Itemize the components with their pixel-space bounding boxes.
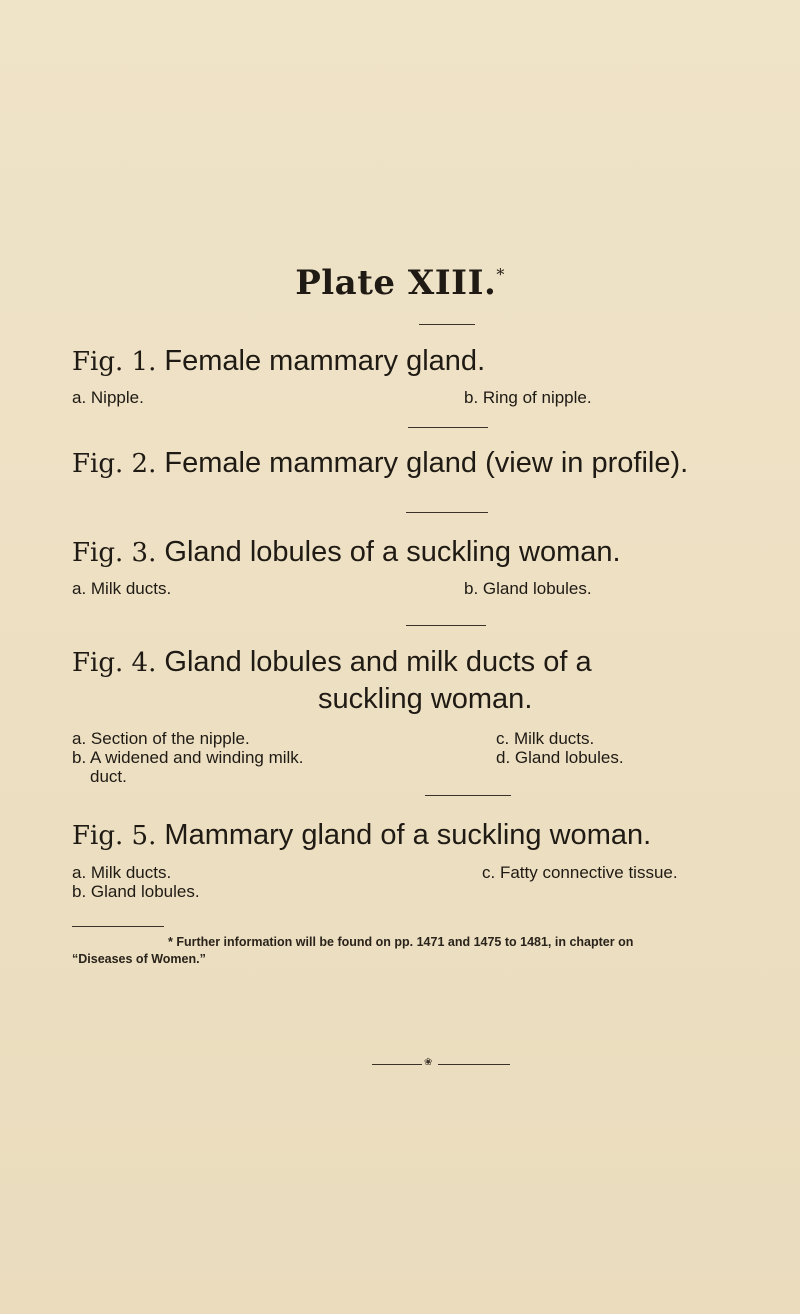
fig-4-item-b: b. A widened and winding milk. (72, 748, 304, 767)
fig-3-item-a: a. Milk ducts. (72, 579, 172, 598)
fig-2-name: Female mammary gland (view in profile). (164, 447, 689, 479)
fig-5-item-c: c. Fatty connective tissue. (482, 863, 678, 882)
fig-4-title (72, 646, 592, 679)
fig-2-title (72, 447, 688, 480)
fig-1-item-b: b. Ring of nipple. (464, 388, 592, 407)
fig-4-label: Fig. 4. (72, 648, 157, 678)
ornament-line-right (438, 1064, 510, 1065)
fig-1-item-a: a. Nipple. (72, 388, 144, 407)
fig-1-name: Female mammary gland. (164, 345, 486, 377)
ornament-line-left (372, 1064, 422, 1065)
fig-3-rule (406, 625, 486, 626)
fig-5-name: Mammary gland of a suckling woman. (164, 819, 652, 851)
fig-4-item-a: a. Section of the nipple. (72, 729, 250, 748)
fig-2-rule (406, 512, 488, 513)
ornament-icon: ❀ (424, 1057, 433, 1068)
fig-3-name: Gland lobules of a suckling woman. (164, 536, 621, 568)
fig-4-rule (425, 795, 511, 796)
fig-5-item-b: b. Gland lobules. (72, 882, 200, 901)
footnote-line-2: “Diseases of Women.” (72, 952, 206, 966)
footnote-rule (72, 926, 164, 927)
fig-5-item-a: a. Milk ducts. (72, 863, 172, 882)
fig-3-label: Fig. 3. (72, 538, 157, 568)
fig-2-label: Fig. 2. (72, 449, 157, 479)
fig-4-title-cont: suckling woman. (318, 683, 533, 715)
plate-title (0, 263, 800, 303)
fig-4-item-b-cont: duct. (90, 767, 127, 786)
plate-title-text: Plate XIII. (295, 263, 497, 303)
fig-3-item-b: b. Gland lobules. (464, 579, 592, 598)
fig-5-title (72, 819, 651, 852)
fig-4-item-d: d. Gland lobules. (496, 748, 624, 767)
footnote-line-1: * Further information will be found on pp. 1471 and 1475 to 1481, in chapter on (168, 935, 634, 949)
fig-5-label: Fig. 5. (72, 821, 157, 851)
fig-1-rule (408, 427, 488, 428)
fig-4-item-c: c. Milk ducts. (496, 729, 595, 748)
fig-3-title (72, 536, 621, 569)
fig-1-title (72, 345, 485, 378)
title-rule (419, 324, 475, 325)
fig-1-label: Fig. 1. (72, 347, 157, 377)
fig-4-name: Gland lobules and milk ducts of a (164, 646, 592, 678)
footnote-marker: * (496, 265, 505, 284)
